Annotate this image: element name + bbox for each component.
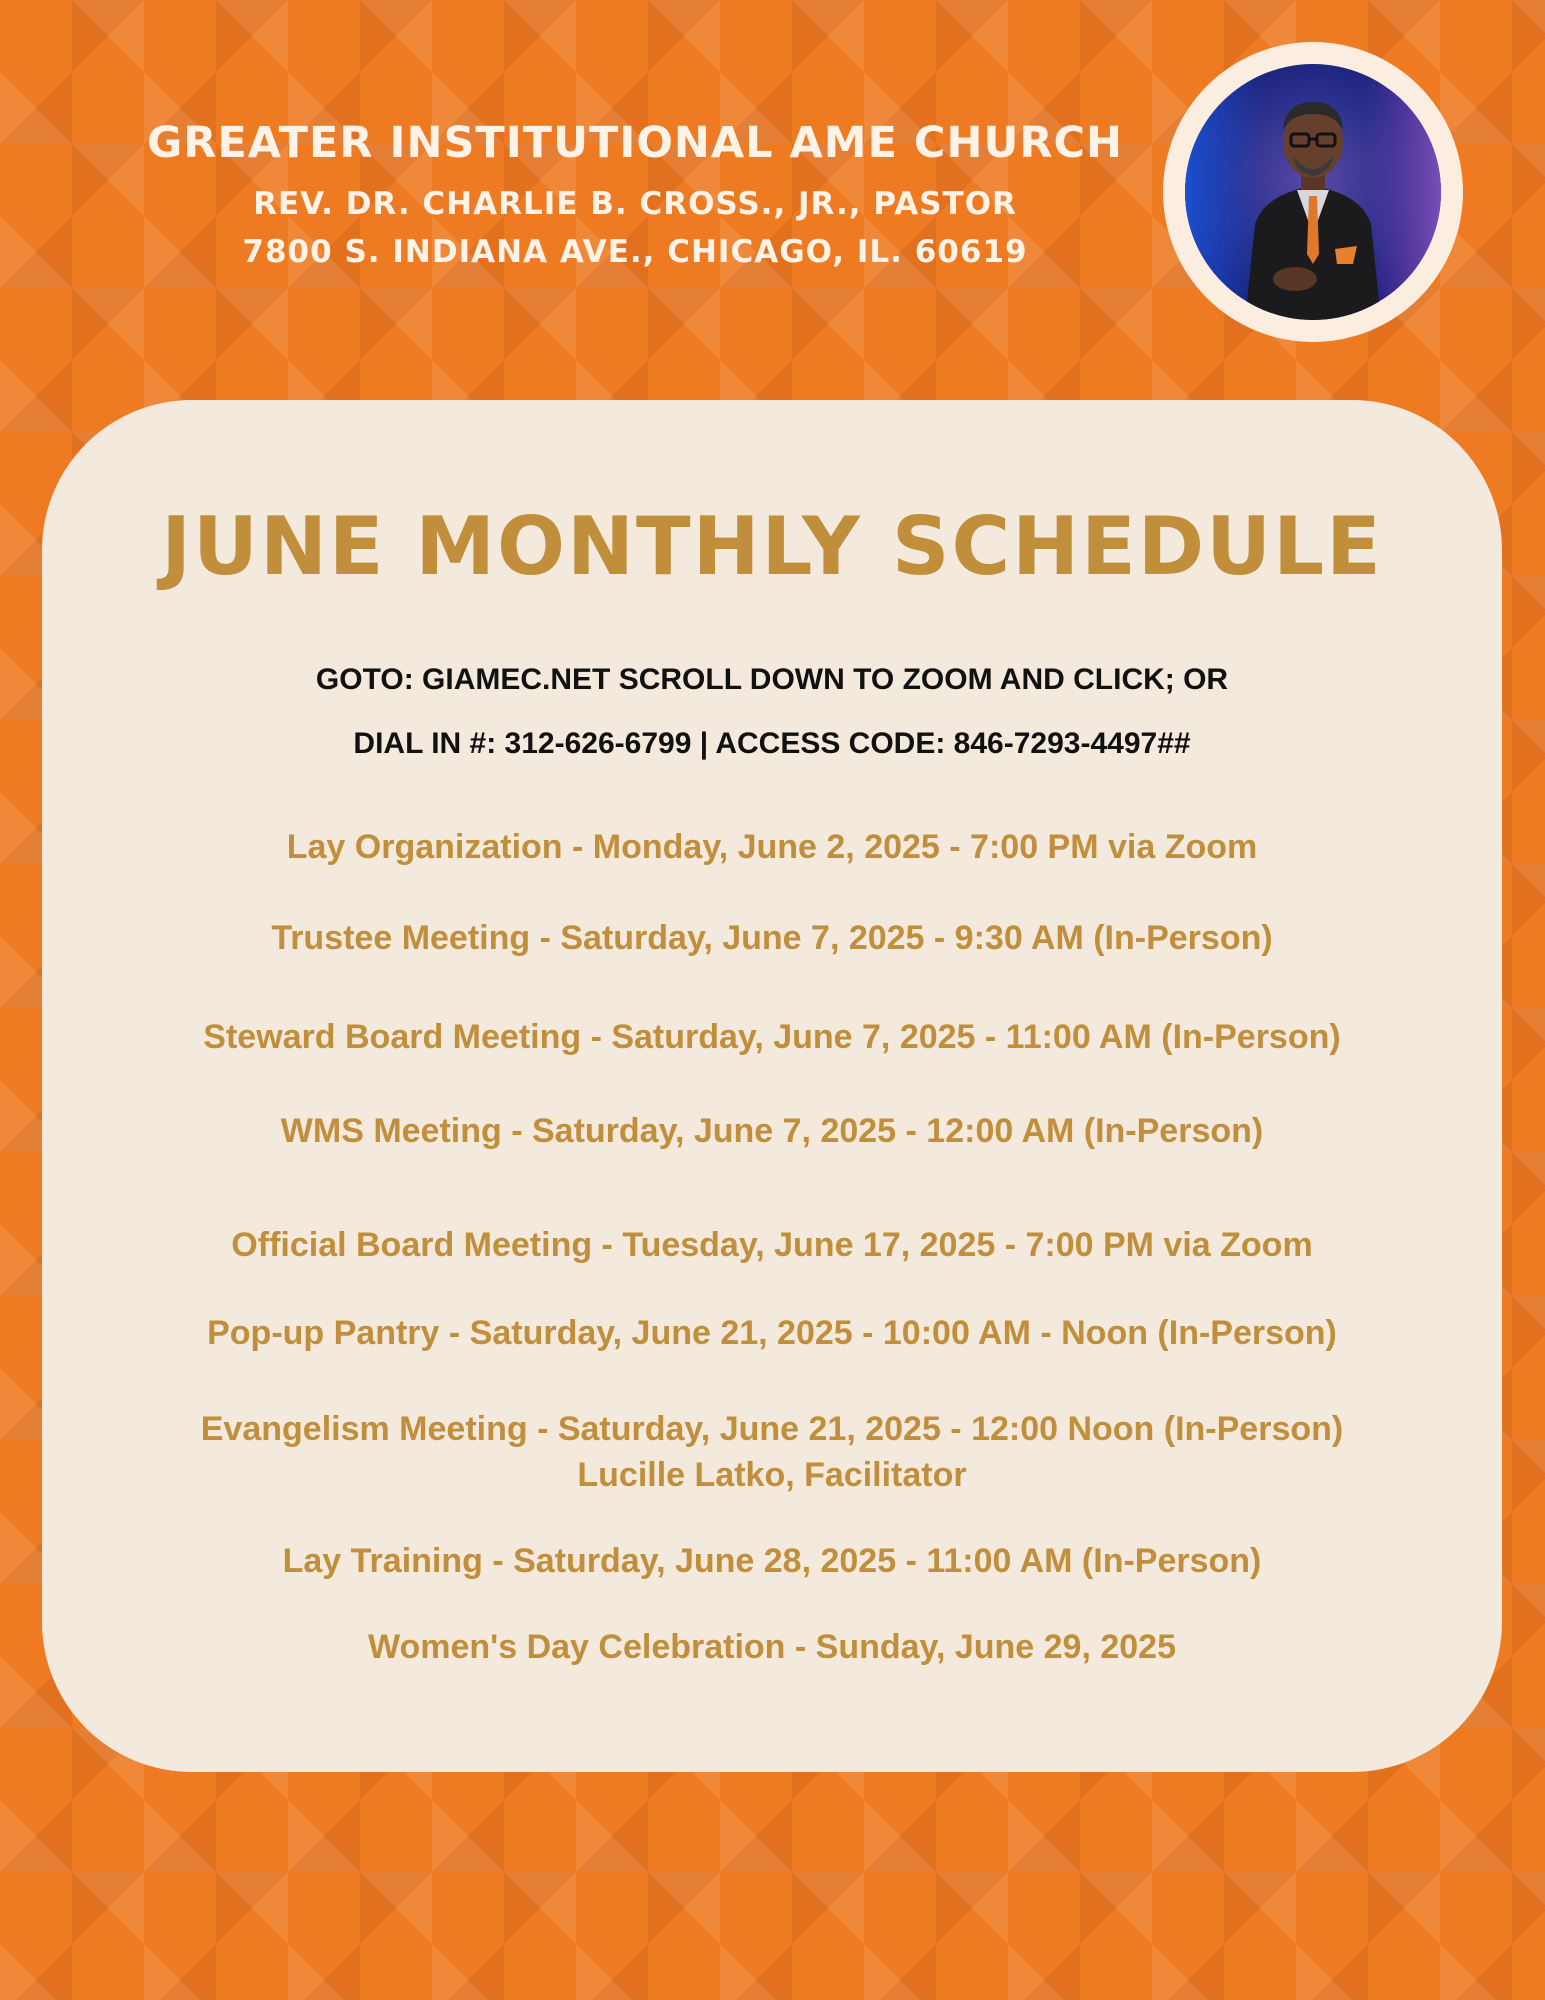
zoom-instruction: GOTO: GIAMEC.NET SCROLL DOWN TO ZOOM AND CLICK; OR <box>315 663 1229 696</box>
event-item <box>42 1406 1502 1498</box>
schedule-title: JUNE MONTHLY SCHEDULE <box>161 500 1383 593</box>
event-item: Steward Board Meeting - Saturday, June 7, 2025 - 11:00 AM (In-Person) <box>203 1018 1341 1056</box>
header <box>0 0 1545 390</box>
event-item: WMS Meeting - Saturday, June 7, 2025 - 12:00 AM (In-Person) <box>280 1112 1264 1150</box>
event-item: Trustee Meeting - Saturday, June 7, 2025 - 9:30 AM (In-Person) <box>271 919 1273 957</box>
event-item: Women's Day Celebration - Sunday, June 29, 2025 <box>368 1628 1176 1666</box>
church-address: 7800 S. INDIANA AVE., CHICAGO, IL. 60619 <box>242 234 1028 270</box>
event-facilitator: Lucille Latko, Facilitator <box>577 1456 967 1494</box>
pastor-photo <box>1185 64 1441 320</box>
pastor-photo-frame <box>1163 42 1463 342</box>
church-name: GREATER INSTITUTIONAL AME CHURCH <box>146 118 1124 168</box>
event-text: Evangelism Meeting - Saturday, June 21, 2025 - 12:00 Noon (In-Person) <box>200 1410 1344 1448</box>
event-item: Official Board Meeting - Tuesday, June 17, 2025 - 7:00 PM via Zoom <box>231 1226 1313 1264</box>
pastor-name: REV. DR. CHARLIE B. CROSS., JR., PASTOR <box>253 186 1017 222</box>
schedule-card <box>42 400 1502 1772</box>
dial-in-instruction: DIAL IN #: 312-626-6799 | ACCESS CODE: 846-7293-4497## <box>353 727 1191 760</box>
event-item: Pop-up Pantry - Saturday, June 21, 2025 - 10:00 AM - Noon (In-Person) <box>207 1314 1337 1352</box>
event-item: Lay Organization - Monday, June 2, 2025 - 7:00 PM via Zoom <box>286 828 1258 866</box>
event-item: Lay Training - Saturday, June 28, 2025 - 11:00 AM (In-Person) <box>282 1542 1262 1580</box>
